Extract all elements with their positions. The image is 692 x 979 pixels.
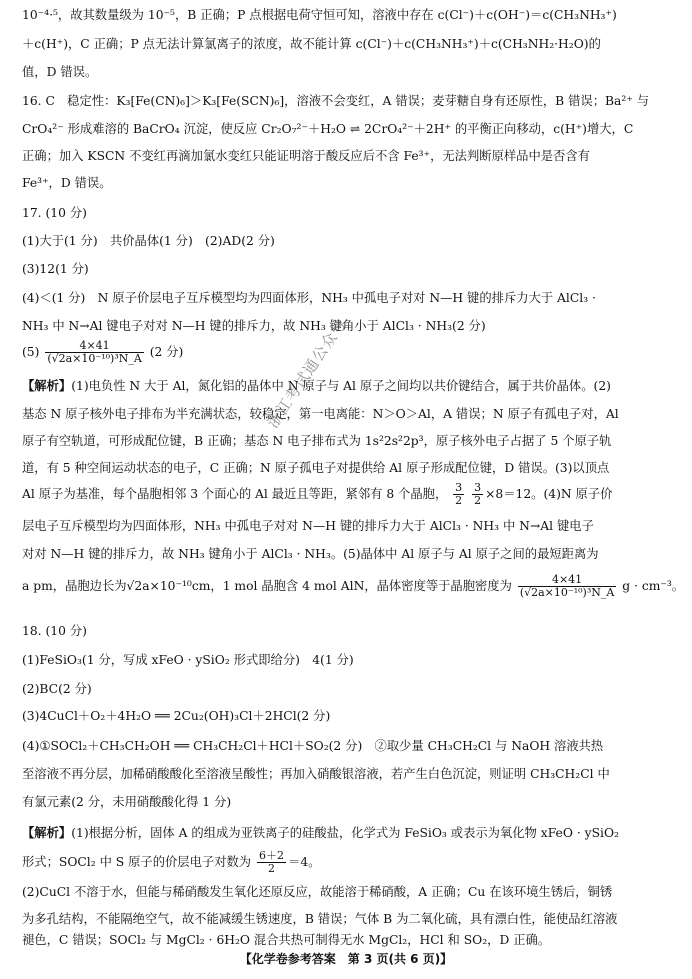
text-line: (4)＜(1 分) N 原子价层电子互斥模型均为四面体形，NH₃ 中孤电子对对 N—H 键的排斥力大于 AlCl₃ · <box>22 291 596 305</box>
fraction: $\frac{4\times 41}{\text{(√2a×10⁻¹⁰)³N\_A}}$ <box>519 573 615 599</box>
text-line: ＋c(H⁺)，C 正确；P 点无法计算氯离子的浓度，故不能计算 c(Cl⁻)＋c(CH₃NH₃⁺)＋c(CH₃NH₂·H₂O)的 <box>22 37 601 51</box>
text-line: Fe³⁺，D 错误。 <box>22 176 112 190</box>
q16-line: 16. C 稳定性：K₃[Fe(CN)₆]＞K₃[Fe(SCN)₆]，溶液不会变红，A 错误；麦芽糖自身有还原性，B 错误；Ba²⁺ 与 <box>22 94 650 108</box>
q17-5-line: (5) $\frac{4\times 41}{\text{(√2a×10⁻¹⁰)³N\_A}}$ (2 分) <box>22 339 184 365</box>
fraction: $\frac{6+2}{2}$ <box>259 849 285 875</box>
text-line: (2)CuCl 不溶于水，但能与稀硝酸发生氧化还原反应，故能溶于稀硝酸，A 正确；Cu 在该环境生锈后，铜锈 <box>22 885 613 899</box>
text-line: 层电子互斥模型均为四面体形，NH₃ 中孤电子对对 N—H 键的排斥力大于 AlCl₃ · NH₃ 中 N→Al 键电子 <box>22 519 594 533</box>
text-line: 正确；加入 KSCN 不变红再滴加氯水变红只能证明溶于酸反应后不含 Fe³⁺，无法判断原样品中是否含有 <box>22 149 590 163</box>
analysis-line: 【解析】(1)电负性 N 大于 Al，氮化铝的晶体中 N 原子与 Al 原子之间均以共价键结合，属于共价晶体。(2) <box>22 379 611 393</box>
analysis-label: 【解析】 <box>22 379 72 393</box>
text-line: a pm，晶胞边长为√2a×10⁻¹⁰cm，1 mol 晶胞含 4 mol AlN，晶体密度等于晶胞密度为 $\frac{4\times 41}{\text{(√2a×10⁻¹⁰)³N\_A}}$ g · cm⁻³。 <box>22 573 685 599</box>
text-line: (4)①SOCl₂＋CH₃CH₂OH ══ CH₃CH₂Cl＋HCl＋SO₂(2 分) ②取少量 CH₃CH₂Cl 与 NaOH 溶液共热 <box>22 739 604 753</box>
text-line: 10⁻⁴·⁵，故其数量级为 10⁻⁵，B 正确；P 点根据电荷守恒可知，溶液中存在 c(Cl⁻)＋c(OH⁻)＝c(CH₃NH₃⁺) <box>22 8 617 22</box>
text-line: CrO₄²⁻ 形成难溶的 BaCrO₄ 沉淀，使反应 Cr₂O₇²⁻＋H₂O ⇌ 2CrO₄²⁻＋2H⁺ 的平衡正向移动，c(H⁺)增大，C <box>22 122 634 136</box>
text-line: NH₃ 中 N→Al 键电子对对 N—H 键的排斥力，故 NH₃ 键角小于 AlCl₃ · NH₃(2 分) <box>22 319 486 333</box>
text-line: (3)12(1 分) <box>22 262 89 276</box>
analysis-label: 【解析】 <box>22 826 72 840</box>
fraction: $\frac{3}{2}$ <box>474 481 482 507</box>
text-line: 褪色，C 错误；SOCl₂ 与 MgCl₂ · 6H₂O 混合共热可制得无水 MgCl₂，HCl 和 SO₂，D 正确。 <box>22 933 551 947</box>
q17-heading: 17. (10 分) <box>22 206 87 220</box>
q17-5-prefix: (5) <box>22 345 40 359</box>
fraction: $\frac{4\times 41}{\text{(√2a×10⁻¹⁰)³N\_A}}$ <box>47 339 142 365</box>
text-line: (1)FeSiO₃(1 分，写成 xFeO · ySiO₂ 形式即给分) 4(1 分) <box>22 653 354 667</box>
q18-heading: 18. (10 分) <box>22 624 87 638</box>
fraction: $\frac{3}{2}$ <box>455 481 463 507</box>
text-line: Al 原子为基准，每个晶胞相邻 3 个面心的 Al 最近且等距，紧邻有 8 个晶胞， $\frac{3}{2}$ $\frac{3}{2}$ ×8＝12。(4)N 原子价 <box>22 481 613 507</box>
text-line: 基态 N 原子核外电子排布为半充满状态，较稳定，第一电离能：N＞O＞Al，A 错误；N 原子有孤电子对，Al <box>22 407 619 421</box>
text-line: 形式；SOCl₂ 中 S 原子的价层电子对数为 $\frac{6+2}{2}$ ＝4。 <box>22 849 321 875</box>
text-line: 道，有 5 种空间运动状态的电子，C 正确；N 原子孤电子对提供给 Al 原子形成配位键，D 错误。(3)以顶点 <box>22 461 610 475</box>
text-line: (1)大于(1 分) 共价晶体(1 分) (2)AD(2 分) <box>22 234 275 248</box>
watermark: 浙江考试通公众号 <box>263 314 351 432</box>
text-line: (3)4CuCl＋O₂＋4H₂O ══ 2Cu₂(OH)₃Cl＋2HCl(2 分) <box>22 709 331 723</box>
page-footer: 【化学卷参考答案 第 3 页(共 6 页)】 <box>239 952 453 966</box>
text-line: (2)BC(2 分) <box>22 682 92 696</box>
text-line: 值，D 错误。 <box>22 65 98 79</box>
analysis-line: 【解析】(1)根据分析，固体 A 的组成为亚铁离子的硅酸盐，化学式为 FeSiO₃ 或表示为氧化物 xFeO · ySiO₂ <box>22 826 619 840</box>
text-line: 对对 N—H 键的排斥力，故 NH₃ 键角小于 AlCl₃ · NH₃。(5)晶体中 Al 原子与 Al 原子之间的最短距离为 <box>22 547 599 561</box>
text-line: 原子有空轨道，可形成配位键，B 正确；基态 N 电子排布式为 1s²2s²2p³，原子核外电子占据了 5 个原子轨 <box>22 434 612 448</box>
text-line: 为多孔结构，不能隔绝空气，故不能减缓生锈速度，B 错误；气体 B 为二氧化硫，具有漂白性，能使品红溶液 <box>22 912 618 926</box>
text-line: 至溶液不再分层，加稀硝酸酸化至溶液呈酸性；再加入硝酸银溶液，若产生白色沉淀，则证明 CH₃CH₂Cl 中 <box>22 767 610 781</box>
text-line: 有氯元素(2 分，未用硝酸酸化得 1 分) <box>22 795 232 809</box>
